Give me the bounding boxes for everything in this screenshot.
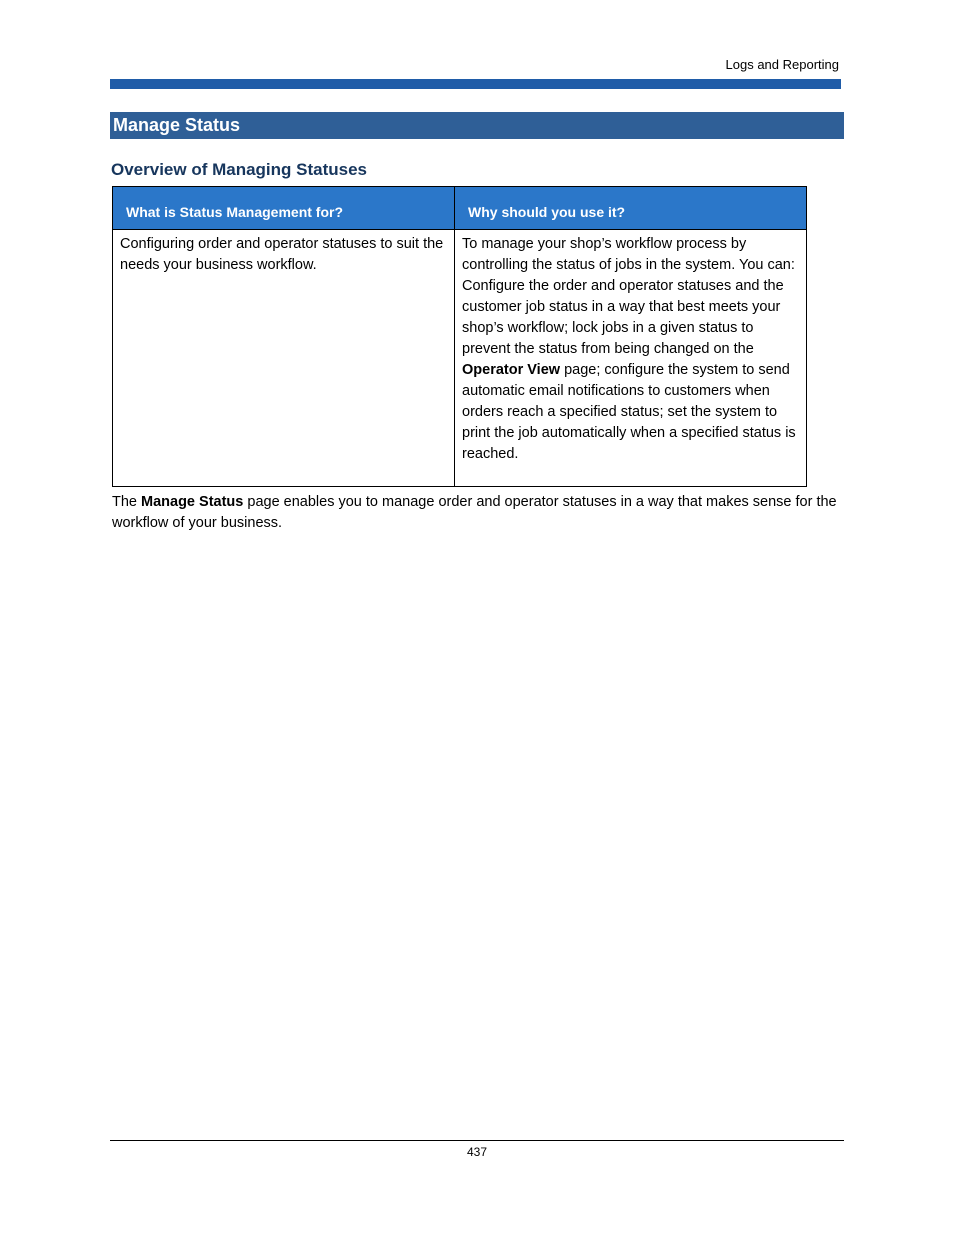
table-cell-purpose: Configuring order and operator statuses to suit the needs your business workflow. — [113, 230, 455, 487]
reason-text-start: To manage your shop’s workflow process by controlling the status of jobs in the system. You can: Configure the order and operator statuses and the customer job status in a way that best meets your shop’s workflow; lock jobs in a given status to prevent the status from being changed on the — [462, 236, 795, 357]
body-paragraph — [112, 492, 847, 534]
table-header-reason: Why should you use it? — [455, 187, 807, 230]
running-header: Logs and Reporting — [725, 57, 839, 72]
reason-text-end: page; configure the system to send automatic email notifications to customers when orders reach a specified status; set the system to print the job automatically when a specified status is reached. — [462, 362, 796, 462]
table-header-purpose: What is Status Management for? — [113, 187, 455, 230]
page-number: 437 — [466, 1145, 488, 1159]
table-header-row — [113, 187, 807, 230]
footer-rule — [110, 1140, 844, 1141]
operator-view-term: Operator View — [462, 362, 561, 378]
paragraph-text-start: The — [112, 494, 142, 510]
overview-table — [112, 186, 807, 487]
header-rule — [110, 79, 841, 89]
manage-status-term: Manage Status — [141, 494, 244, 510]
paragraph-text-end: page enables you to manage order and operator statuses in a way that makes sense for the workflow of your business. — [112, 494, 837, 531]
table-row — [113, 230, 807, 487]
section-title: Manage Status — [110, 112, 844, 139]
subheading: Overview of Managing Statuses — [111, 160, 368, 179]
table-cell-reason — [455, 230, 807, 487]
